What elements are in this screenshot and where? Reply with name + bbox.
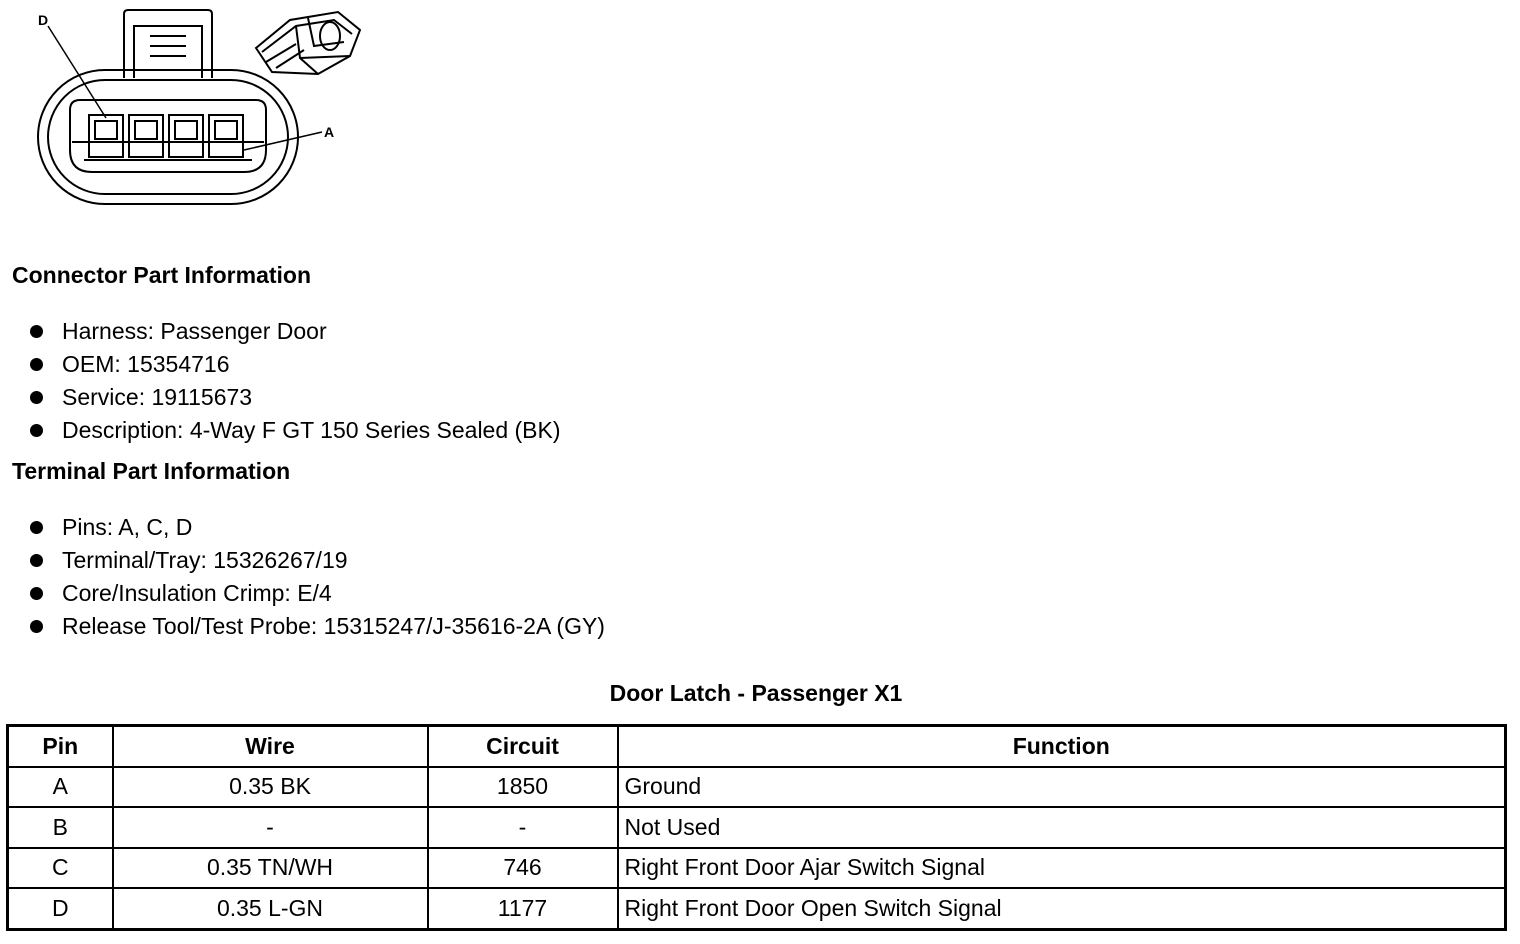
table-row [8, 767, 1506, 808]
pin-d-label: D [38, 12, 49, 28]
table-header-row [8, 726, 1506, 767]
list-item-text: OEM: 15354716 [62, 351, 230, 377]
list-item [0, 414, 561, 447]
cell-circuit: 1850 [428, 767, 618, 808]
table-row [8, 807, 1506, 848]
list-item [0, 348, 561, 381]
connector-diagram [0, 0, 380, 215]
table-title: Door Latch - Passenger X1 [609, 680, 903, 706]
cell-function: Right Front Door Ajar Switch Signal [618, 848, 1506, 889]
cell-circuit: 1177 [428, 888, 618, 929]
pin-table [6, 724, 1507, 931]
cell-pin: A [8, 767, 113, 808]
list-item-text: Service: 19115673 [62, 384, 253, 410]
bullet-icon [30, 587, 43, 600]
list-item-text: Release Tool/Test Probe: 15315247/J-35616-2A (GY) [62, 613, 605, 639]
bullet-icon [30, 521, 43, 534]
cell-wire: 0.35 TN/WH [113, 848, 428, 889]
cell-pin: C [8, 848, 113, 889]
cell-function: Not Used [618, 807, 1506, 848]
bullet-icon [30, 358, 43, 371]
cell-pin: D [8, 888, 113, 929]
cell-function: Right Front Door Open Switch Signal [618, 888, 1506, 929]
list-item-text: Harness: Passenger Door [62, 318, 327, 344]
cell-circuit: - [428, 807, 618, 848]
list-item-text: Core/Insulation Crimp: E/4 [62, 580, 332, 606]
table-row [8, 888, 1506, 929]
cell-circuit: 746 [428, 848, 618, 889]
list-item-text: Description: 4-Way F GT 150 Series Sealed (BK) [62, 417, 561, 443]
bullet-icon [30, 620, 43, 633]
list-item [0, 577, 605, 610]
bullet-icon [30, 554, 43, 567]
header-function: Function [618, 726, 1506, 767]
header-pin: Pin [8, 726, 113, 767]
connector-info-list [0, 315, 561, 447]
terminal-info-list [0, 511, 605, 643]
header-circuit: Circuit [428, 726, 618, 767]
connector-info-heading: Connector Part Information [12, 262, 312, 288]
cell-wire: 0.35 L-GN [113, 888, 428, 929]
cell-wire: - [113, 807, 428, 848]
table-row [8, 848, 1506, 889]
list-item [0, 315, 561, 348]
list-item [0, 610, 605, 643]
cell-wire: 0.35 BK [113, 767, 428, 808]
list-item-text: Terminal/Tray: 15326267/19 [62, 547, 348, 573]
pin-a-label: A [324, 124, 335, 140]
bullet-icon [30, 424, 43, 437]
list-item [0, 511, 605, 544]
terminal-info-heading: Terminal Part Information [12, 458, 291, 484]
bullet-icon [30, 391, 43, 404]
list-item-text: Pins: A, C, D [62, 514, 193, 540]
list-item [0, 381, 561, 414]
header-wire: Wire [113, 726, 428, 767]
bullet-icon [30, 325, 43, 338]
cell-function: Ground [618, 767, 1506, 808]
list-item [0, 544, 605, 577]
cell-pin: B [8, 807, 113, 848]
